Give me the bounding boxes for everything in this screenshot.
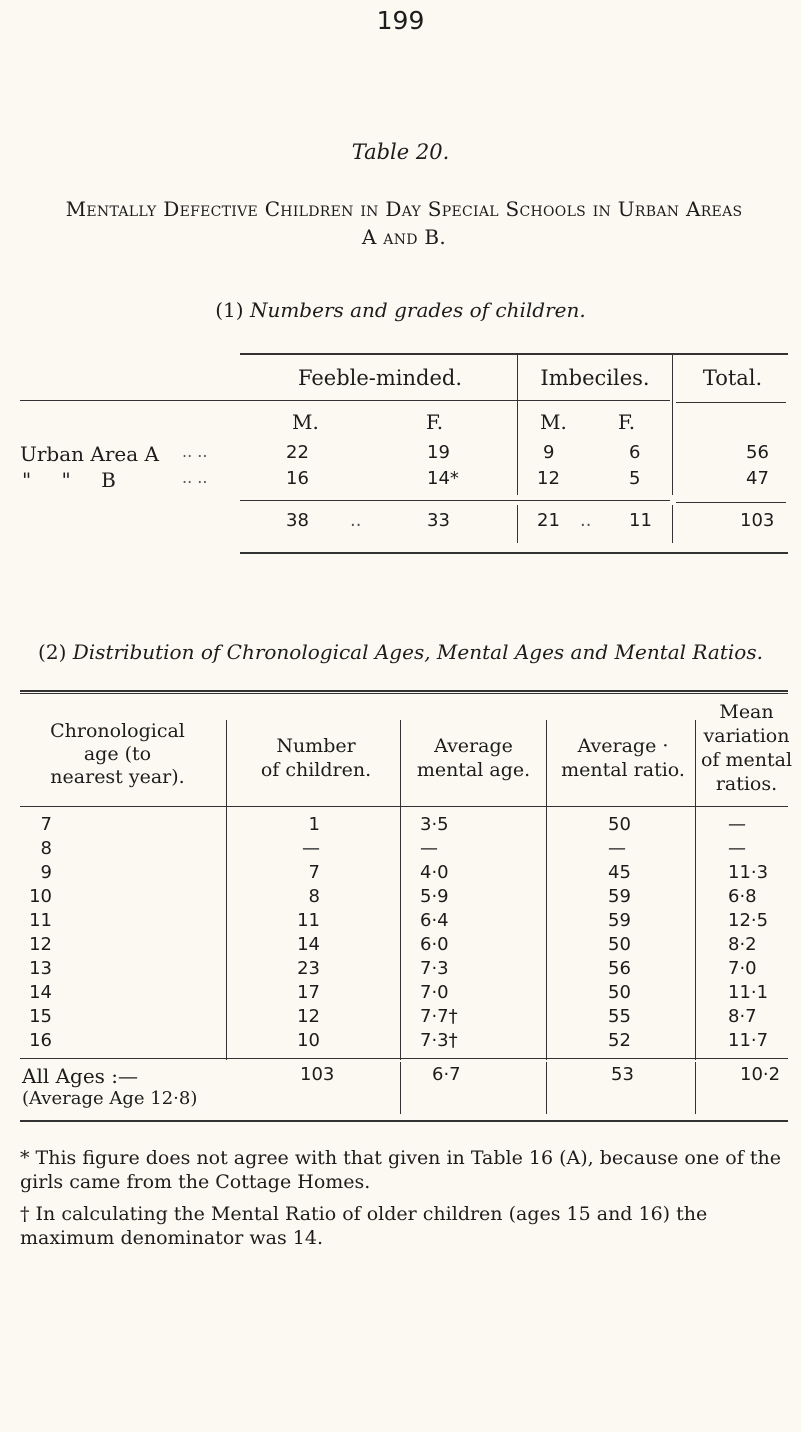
number-cell: 12 xyxy=(297,1006,320,1027)
mental-age-cell: 6·4 xyxy=(420,910,449,931)
number-cell: 14 xyxy=(297,934,320,955)
table1-divider xyxy=(517,505,518,543)
im-male-value: 9 xyxy=(543,442,555,463)
mental-ratio-cell: 45 xyxy=(608,862,631,883)
section-1-title xyxy=(0,298,801,322)
fm-female-value: 14* xyxy=(427,468,459,489)
mental-ratio-cell: 50 xyxy=(608,934,631,955)
header-line: of children. xyxy=(260,759,372,781)
table2-total-rule xyxy=(20,1058,788,1059)
row-label: " " B xyxy=(22,468,116,492)
subheader-fm-female: F. xyxy=(426,410,444,434)
im-male-total: 21 xyxy=(537,510,560,531)
variation-cell: 11·1 xyxy=(728,982,769,1003)
average-age-note: (Average Age 12·8) xyxy=(22,1088,198,1109)
footnote-asterisk: * This figure does not agree with that given in Table 16 (A), because one of the girls came from the Cottage Homes. xyxy=(20,1147,781,1193)
header-imbeciles: Imbeciles. xyxy=(540,366,650,390)
variation-cell: 11·3 xyxy=(728,862,769,883)
fm-male-value: 22 xyxy=(286,442,309,463)
table1-divider xyxy=(672,355,673,495)
number-cell: 10 xyxy=(297,1030,320,1051)
mental-ratio-cell: — xyxy=(608,838,626,859)
age-cell: 10 xyxy=(29,886,52,907)
table1-total-rule xyxy=(240,500,670,501)
im-male-value: 12 xyxy=(537,468,560,489)
age-cell: 7 xyxy=(40,814,52,835)
total-separator: .. xyxy=(350,510,362,531)
im-female-value: 5 xyxy=(629,468,641,489)
header-line: Average xyxy=(434,735,513,757)
variation-cell: 11·7 xyxy=(728,1030,769,1051)
mental-ratio-cell: 59 xyxy=(608,910,631,931)
header-line: Mean xyxy=(719,701,774,723)
section-2-number: (2) xyxy=(38,640,67,664)
fm-male-value: 16 xyxy=(286,468,309,489)
section-2-title xyxy=(0,640,801,664)
table1-header-rule xyxy=(20,400,670,401)
table1-top-rule xyxy=(240,353,788,355)
age-cell: 13 xyxy=(29,958,52,979)
mental-ratio-cell: 50 xyxy=(608,982,631,1003)
all-ages-label: All Ages :— xyxy=(22,1064,139,1088)
table-heading xyxy=(14,195,794,251)
age-cell: 14 xyxy=(29,982,52,1003)
age-cell: 8 xyxy=(40,838,52,859)
header-average-mental-age xyxy=(402,734,545,782)
table2-bottom-rule xyxy=(20,1120,788,1122)
variation-cell: — xyxy=(728,814,746,835)
variation-cell: 8·7 xyxy=(728,1006,757,1027)
im-female-value: 6 xyxy=(629,442,641,463)
age-cell: 16 xyxy=(29,1030,52,1051)
footnote-dagger: † In calculating the Mental Ratio of older children (ages 15 and 16) the maximum denominator was 14. xyxy=(20,1203,708,1249)
fm-female-total: 33 xyxy=(427,510,450,531)
heading-line-1: Mentally Defective Children in Day Special Schools in Urban Areas xyxy=(65,197,743,221)
subheader-fm-male: M. xyxy=(292,410,319,434)
all-ages-ratio: 53 xyxy=(611,1064,634,1085)
header-line: Number xyxy=(276,735,356,757)
table1-divider xyxy=(672,505,673,543)
row-leader-dots: .. .. xyxy=(182,468,208,487)
mental-age-cell: — xyxy=(420,838,438,859)
table2-divider xyxy=(546,720,547,1060)
variation-cell: 7·0 xyxy=(728,958,757,979)
table2-top-rule xyxy=(20,693,788,694)
total-value: 56 xyxy=(746,442,769,463)
header-line: mental age. xyxy=(416,759,531,781)
table2-top-rule xyxy=(20,690,788,692)
mental-ratio-cell: 56 xyxy=(608,958,631,979)
header-line: mental ratio. xyxy=(561,759,685,781)
all-ages-number: 103 xyxy=(300,1064,335,1085)
table2-divider xyxy=(695,720,696,1060)
section-1-text: Numbers and grades of children. xyxy=(249,298,586,322)
mental-age-cell: 6·0 xyxy=(420,934,449,955)
number-cell: 17 xyxy=(297,982,320,1003)
table2-divider xyxy=(546,1062,547,1114)
im-female-total: 11 xyxy=(629,510,652,531)
variation-cell: 8·2 xyxy=(728,934,757,955)
row-leader-dots: .. .. xyxy=(182,442,208,461)
age-cell: 11 xyxy=(29,910,52,931)
mental-ratio-cell: 50 xyxy=(608,814,631,835)
table1-divider xyxy=(517,355,518,495)
table-caption: Table 20. xyxy=(351,140,450,164)
mental-age-cell: 4·0 xyxy=(420,862,449,883)
total-separator: .. xyxy=(580,510,592,531)
section-1-number: (1) xyxy=(215,298,244,322)
mental-age-cell: 7·3 xyxy=(420,958,449,979)
fm-male-total: 38 xyxy=(286,510,309,531)
mental-age-cell: 7·0 xyxy=(420,982,449,1003)
number-cell: 8 xyxy=(308,886,320,907)
header-line: Chronological xyxy=(50,720,185,742)
grand-total: 103 xyxy=(740,510,775,531)
heading-line-2: A and B. xyxy=(361,225,447,249)
header-line: of mental xyxy=(700,749,793,771)
number-cell: — xyxy=(302,838,320,859)
mental-ratio-cell: 55 xyxy=(608,1006,631,1027)
fm-female-value: 19 xyxy=(427,442,450,463)
header-line: ratios. xyxy=(715,773,778,795)
table1-total-rule xyxy=(676,502,786,503)
header-mean-variation xyxy=(692,700,801,796)
header-line: variation xyxy=(703,725,790,747)
table2-divider xyxy=(226,720,227,1060)
page-number: 199 xyxy=(376,6,425,35)
header-line: age (to xyxy=(83,743,152,765)
subheader-im-male: M. xyxy=(540,410,567,434)
total-value: 47 xyxy=(746,468,769,489)
number-cell: 1 xyxy=(308,814,320,835)
all-ages-variation: 10·2 xyxy=(740,1064,781,1085)
header-number-of-children xyxy=(232,734,400,782)
variation-cell: 6·8 xyxy=(728,886,757,907)
table1-bottom-rule xyxy=(240,552,788,554)
table2-divider xyxy=(695,1062,696,1114)
age-cell: 15 xyxy=(29,1006,52,1027)
row-label: Urban Area A xyxy=(20,442,159,466)
variation-cell: 12·5 xyxy=(728,910,769,931)
header-line: Average · xyxy=(577,735,669,757)
age-cell: 9 xyxy=(40,862,52,883)
mental-age-cell: 5·9 xyxy=(420,886,449,907)
mental-ratio-cell: 59 xyxy=(608,886,631,907)
subheader-im-female: F. xyxy=(618,410,636,434)
header-average-mental-ratio xyxy=(548,734,698,782)
all-ages-mental-age: 6·7 xyxy=(432,1064,461,1085)
number-cell: 11 xyxy=(297,910,320,931)
number-cell: 23 xyxy=(297,958,320,979)
table2-divider xyxy=(400,1062,401,1114)
variation-cell: — xyxy=(728,838,746,859)
mental-age-cell: 3·5 xyxy=(420,814,449,835)
header-chronological-age xyxy=(20,720,215,789)
table2-divider xyxy=(400,720,401,1060)
mental-ratio-cell: 52 xyxy=(608,1030,631,1051)
header-line: nearest year). xyxy=(50,766,185,788)
mental-age-cell: 7·3† xyxy=(420,1030,458,1051)
number-cell: 7 xyxy=(308,862,320,883)
table1-header-rule xyxy=(676,402,786,403)
table2-header-rule xyxy=(20,806,788,807)
header-feeble-minded: Feeble-minded. xyxy=(297,366,463,390)
header-total: Total. xyxy=(702,366,763,390)
age-cell: 12 xyxy=(29,934,52,955)
section-2-text: Distribution of Chronological Ages, Mental Ages and Mental Ratios. xyxy=(72,640,763,664)
mental-age-cell: 7·7† xyxy=(420,1006,458,1027)
